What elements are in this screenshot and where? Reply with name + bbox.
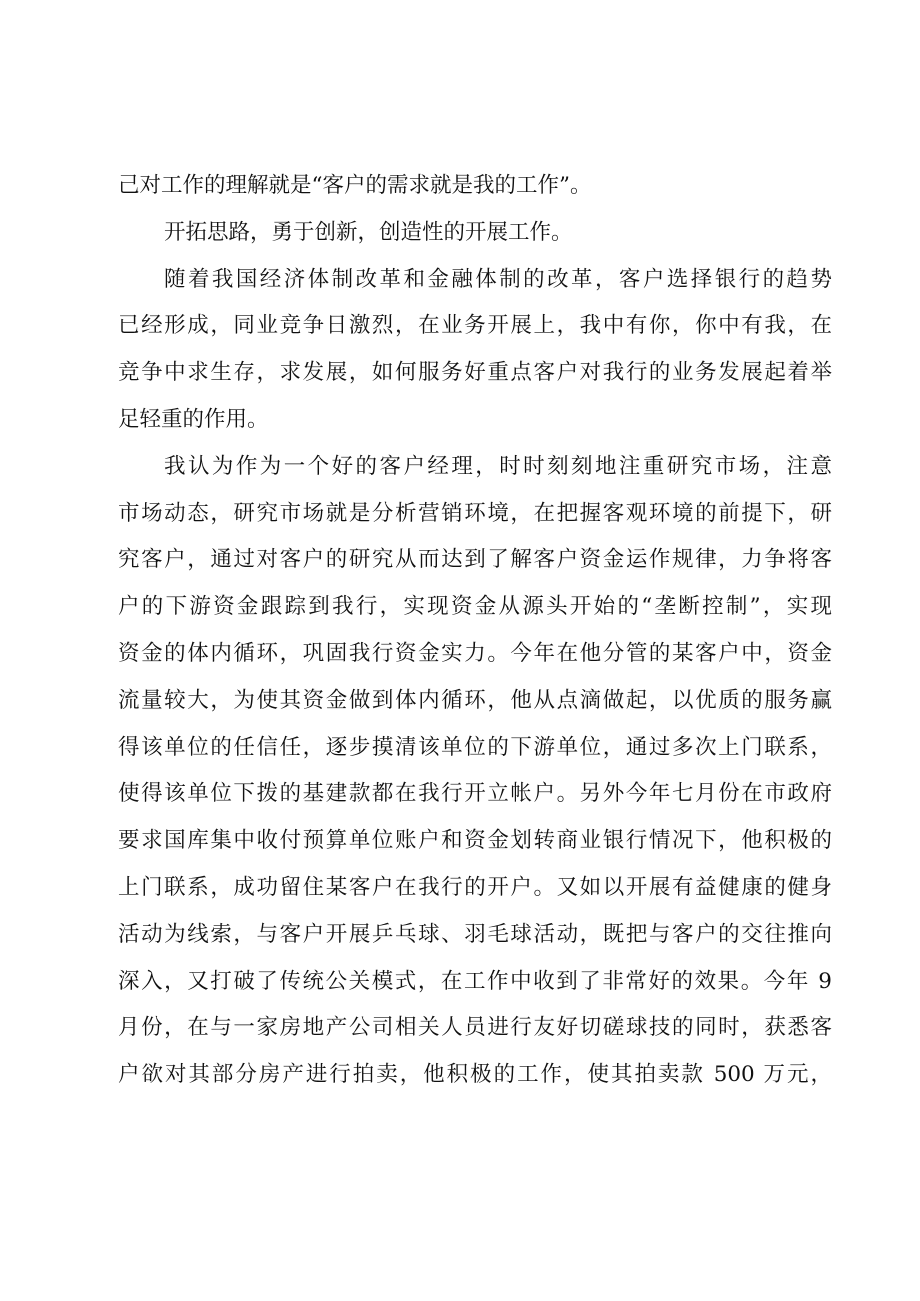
document-body — [118, 163, 832, 1099]
text-line: 己对工作的理解就是“客户的需求就是我的工作”。 — [118, 173, 592, 198]
text-line: 已经形成，同业竞争日激烈，在业务开展上，我中有你，你中有我，在 — [118, 313, 832, 339]
paragraph-first-line: 随着我国经济体制改革和金融体制的改革，客户选择银行的趋势 — [164, 266, 832, 292]
text-line: 资金的体内循环，巩固我行资金实力。今年在他分管的某客户中，资金 — [118, 640, 832, 666]
text-line: 市场动态，研究市场就是分析营销环境，在把握客观环境的前提下，研 — [118, 500, 832, 526]
text-line: 户欲对其部分房产进行拍卖，他积极的工作，使其拍卖款 500 万元， — [118, 1062, 832, 1088]
text-line: 月份，在与一家房地产公司相关人员进行友好切磋球技的同时，获悉客 — [118, 1015, 832, 1041]
paragraph-first-line: 我认为作为一个好的客户经理，时时刻刻地注重研究市场，注意 — [164, 453, 832, 479]
text-line: 足轻重的作用。 — [118, 406, 269, 432]
text-line: 活动为线索，与客户开展乒乓球、羽毛球活动，既把与客户的交往推向 — [118, 921, 832, 947]
text-line: 使得该单位下拨的基建款都在我行开立帐户。另外今年七月份在市政府 — [118, 781, 832, 807]
text-line: 深入，又打破了传统公关模式，在工作中收到了非常好的效果。今年 9 — [118, 968, 832, 994]
text-line: 户的下游资金跟踪到我行，实现资金从源头开始的“垄断控制”，实现 — [118, 594, 832, 620]
text-line: 要求国库集中收付预算单位账户和资金划转商业银行情况下，他积极的 — [118, 828, 832, 854]
text-line: 竞争中求生存，求发展，如何服务好重点客户对我行的业务发展起着举 — [118, 360, 832, 386]
text-line: 上门联系，成功留住某客户在我行的开户。又如以开展有益健康的健身 — [118, 874, 832, 900]
paragraph-first-line: 开拓思路，勇于创新，创造性的开展工作。 — [164, 219, 573, 245]
text-line: 究客户，通过对客户的研究从而达到了解客户资金运作规律，力争将客 — [118, 547, 832, 573]
text-line: 流量较大，为使其资金做到体内循环，他从点滴做起，以优质的服务赢 — [118, 687, 832, 713]
text-line: 得该单位的任信任，逐步摸清该单位的下游单位，通过多次上门联系， — [118, 734, 832, 760]
